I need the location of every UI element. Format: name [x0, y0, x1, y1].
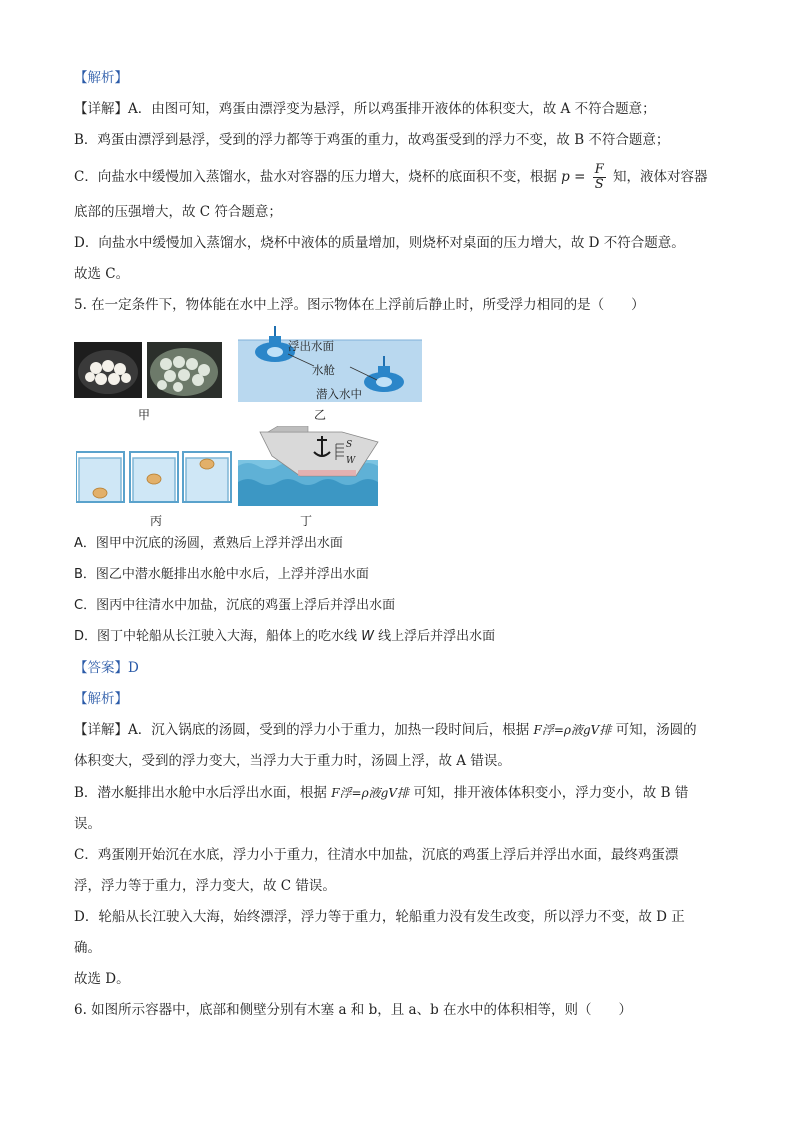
option-d-text-2: 线上浮后并浮出水面	[378, 629, 496, 644]
question-6-stem: 6. 如图所示容器中，底部和侧壁分别有木塞 a 和 b，且 a、b 在水中的体积相等，则（ ）	[74, 1002, 633, 1018]
detail-b2-q5: 误。	[74, 816, 101, 832]
figure-label-bing: 丙	[150, 514, 163, 528]
figure-yi-text-submerge: 潜入水中	[316, 387, 362, 401]
detail-b1-formula: F浮=ρ液gV排	[331, 786, 410, 800]
detail-d1-q5: D．轮船从长江驶入大海，始终漂浮，浮力等于重力，轮船重力没有发生改变，所以浮力不变，故 D 正	[74, 909, 685, 925]
detail-b-q4: B．鸡蛋由漂浮到悬浮，受到的浮力都等于鸡蛋的重力，故鸡蛋受到的浮力不变，故 B 不符合题意；	[74, 132, 670, 148]
figure-ding-label-w: W	[346, 456, 356, 466]
conclusion-q5: 故选 D。	[74, 971, 130, 987]
figure-yi-text-tank: 水舱	[312, 363, 335, 377]
formula-numerator: F	[594, 162, 604, 177]
detail-b1-text-1: B．潜水艇排出水舱中水后浮出水面，根据	[74, 785, 327, 801]
option-a: A．图甲中沉底的汤圆，煮熟后上浮并浮出水面	[74, 536, 343, 551]
detail-a2-q5: 体积变大，受到的浮力变大，当浮力大于重力时，汤圆上浮，故 A 错误。	[74, 753, 511, 769]
detail-d2-q5: 确。	[74, 940, 101, 956]
figure-jia-photos	[74, 342, 222, 398]
detail-c-q4	[74, 163, 708, 192]
formula-p: p	[561, 169, 570, 185]
figure-yi-text-float: 浮出水面	[288, 339, 334, 353]
analysis-heading-q5: 【解析】	[74, 691, 128, 707]
figure-label-jia: 甲	[138, 408, 151, 422]
detail-c2-q5: 浮，浮力等于重力，浮力变大，故 C 错误。	[74, 878, 336, 894]
question-5-stem: 5. 在一定条件下，物体能在水中上浮。图示物体在上浮前后静止时，所受浮力相同的是（ ）	[74, 297, 645, 313]
detail-c-text-1: C．向盐水中缓慢加入蒸馏水，盐水对容器的压力增大，烧杯的底面积不变，根据	[74, 169, 557, 185]
option-d	[74, 627, 495, 647]
detail-c1-q5: C．鸡蛋刚开始沉在水底，浮力小于重力，往清水中加盐，沉底的鸡蛋上浮后并浮出水面，最终鸡蛋漂	[74, 847, 679, 863]
option-b: B．图乙中潜水艇排出水舱中水后，上浮并浮出水面	[74, 567, 369, 582]
detail-c-text-2: 知，液体对容器	[613, 169, 708, 185]
formula-denominator: S	[594, 177, 604, 192]
formula-fraction	[593, 163, 606, 192]
detail-d-q4: D．向盐水中缓慢加入蒸馏水，烧杯中液体的质量增加，则烧杯对桌面的压力增大，故 D 不符合题意。	[74, 235, 685, 251]
option-c: C．图丙中往清水中加盐，沉底的鸡蛋上浮后并浮出水面	[74, 598, 396, 613]
option-d-w: W	[361, 629, 375, 644]
figure-ding-ship	[238, 426, 380, 506]
detail-a1-text-1: 【详解】A．沉入锅底的汤圆，受到的浮力小于重力，加热一段时间后，根据	[74, 722, 530, 738]
detail-b1-q5	[74, 783, 688, 803]
analysis-heading-q4: 【解析】	[74, 70, 128, 86]
detail-a1-q5	[74, 720, 697, 740]
option-d-text-1: D．图丁中轮船从长江驶入大海，船体上的吃水线	[74, 629, 358, 644]
detail-a-q4: 【详解】A．由图可知，鸡蛋由漂浮变为悬浮，所以鸡蛋排开液体的体积变大，故 A 不符合题意；	[74, 101, 656, 117]
detail-c-line2-q4: 底部的压强增大，故 C 符合题意；	[74, 204, 282, 220]
detail-a1-formula: F浮=ρ液gV排	[533, 723, 612, 737]
detail-b1-text-2: 可知，排开液体体积变小，浮力变小，故 B 错	[413, 785, 689, 801]
figure-ding-label-s: S	[346, 440, 353, 450]
formula-eq: =	[574, 169, 586, 185]
detail-a1-text-2: 可知，汤圆的	[615, 722, 697, 738]
figure-label-yi: 乙	[314, 408, 327, 422]
figure-label-ding: 丁	[300, 514, 313, 528]
conclusion-q4: 故选 C。	[74, 266, 130, 282]
figure-bing-beakers	[76, 448, 236, 504]
answer-q5: 【答案】D	[74, 660, 139, 676]
